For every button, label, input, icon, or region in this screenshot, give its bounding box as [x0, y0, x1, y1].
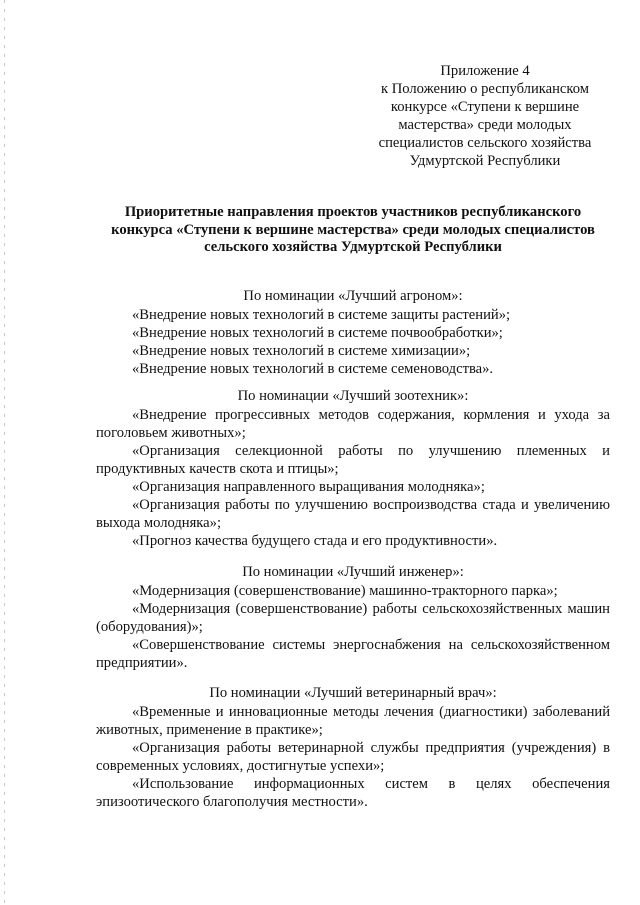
nomination-item: «Внедрение новых технологий в системе защиты растений»;: [132, 307, 511, 323]
nomination-heading: По номинации «Лучший инженер»:: [242, 564, 464, 580]
appendix-line: Приложение 4: [440, 63, 530, 79]
appendix-line: мастерства» среди молодых: [398, 117, 572, 133]
nomination-item: «Внедрение новых технологий в системе почвообработки»;: [132, 325, 503, 341]
nomination-item: «Организация селекционной работы по улучшению племенных и продуктивных качеств скота и птицы»;: [96, 443, 610, 477]
nomination-item: «Внедрение новых технологий в системе химизации»;: [132, 343, 471, 359]
title-line: конкурса «Ступени к вершине мастерства» среди молодых специалистов: [111, 221, 595, 238]
nomination-heading: По номинации «Лучший зоотехник»:: [237, 388, 469, 404]
nomination-item: «Модернизация (совершенствование) машинно-тракторного парка»;: [132, 583, 558, 599]
nomination-item: «Организация направленного выращивания молодняка»;: [132, 479, 485, 495]
nomination-item: «Внедрение новых технологий в системе семеноводства».: [132, 361, 494, 377]
nomination-item: «Использование информационных систем в целях обеспечения эпизоотического благополучия местности».: [96, 776, 610, 810]
nomination-veterinarian: [96, 684, 610, 811]
title-line: сельского хозяйства Удмуртской Республики: [204, 239, 502, 255]
appendix-line: к Положению о республиканском: [380, 81, 589, 97]
document-title: [96, 204, 610, 257]
appendix-line: специалистов сельского хозяйства: [378, 135, 592, 151]
appendix-line: конкурсе «Ступени к вершине: [390, 99, 580, 115]
nomination-item: «Внедрение прогрессивных методов содержания, кормления и ухода за поголовьем животных»;: [96, 407, 610, 441]
nomination-item: «Прогноз качества будущего стада и его продуктивности».: [132, 533, 498, 549]
appendix-line: Удмуртской Республики: [409, 153, 561, 169]
nomination-agronomist: [96, 287, 610, 378]
nomination-heading: По номинации «Лучший агроном»:: [243, 288, 463, 304]
title-line: Приоритетные направления проектов участников республиканского: [124, 204, 582, 220]
appendix-block: [360, 62, 610, 170]
nomination-engineer: [96, 563, 610, 672]
nomination-heading: По номинации «Лучший ветеринарный врач»:: [209, 685, 497, 701]
scan-edge: [4, 0, 5, 905]
nomination-zootechnician: [96, 387, 610, 550]
nomination-item: «Временные и инновационные методы лечения (диагностики) заболеваний животных, применение в практике»;: [96, 704, 610, 738]
nomination-item: «Модернизация (совершенствование) работы сельскохозяйственных машин (оборудования)»;: [96, 601, 610, 635]
nomination-item: «Организация работы ветеринарной службы предприятия (учреждения) в современных условиях, достигнутые успехи»;: [96, 740, 610, 774]
nomination-item: «Организация работы по улучшению воспроизводства стада и увеличению выхода молодняка»;: [96, 497, 610, 531]
nomination-item: «Совершенствование системы энергоснабжения на сельскохозяйственном предприятии».: [96, 637, 610, 671]
